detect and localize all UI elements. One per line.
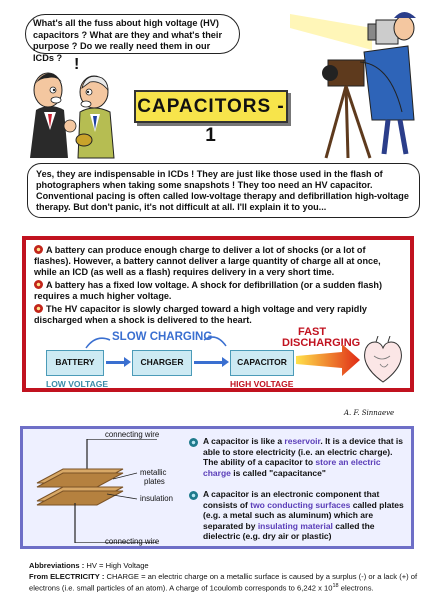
low-voltage-label: LOW VOLTAGE xyxy=(46,379,109,389)
charger-box: CHARGER xyxy=(132,350,192,376)
flower-bullet-icon xyxy=(189,491,198,500)
capacitor-plates-diagram xyxy=(29,439,169,543)
answer-speech-bubble xyxy=(27,163,420,218)
plates-label-line2: plates xyxy=(144,477,165,486)
flower-bullet-icon xyxy=(189,438,198,447)
slow-charging-label: SLOW CHARGING xyxy=(112,331,213,343)
capacitor-box: CAPACITOR xyxy=(230,350,294,376)
fact-item: A battery can produce enough charge to deliver a lot of shocks (or a lot of flashes). However, a battery cannot deliver a large quantity of charge all at once, while an ICD (as well as a flash) requires delivery in a very short time. xyxy=(34,245,381,277)
cartoon-photographer-illustration xyxy=(290,2,425,160)
answer-text: Yes, they are indispensable in ICDs ! They are just like those used in the flash of photographers when taking some snapshots ! They too need an HV capacitor. Conventional pacing is often called low-voltage therapy and defibrillation high-voltage therapy. But don't panic, it's not difficult at all. I'll explain it to you... xyxy=(36,169,409,212)
question-speech-bubble xyxy=(25,14,240,63)
heart-icon xyxy=(360,336,406,384)
capacitor-explanation-panel xyxy=(20,426,414,549)
capacitor-definition-2: A capacitor is an electronic component that consists of two conducting surfaces called plates (e.g. a metal such as aluminum) which are separated by insulating material called the dielectric (e.g. dry air or plastic) xyxy=(203,489,404,541)
cartoon-two-men-illustration xyxy=(10,50,130,160)
fast-discharging-label-2: DISCHARGING xyxy=(282,337,361,349)
fact-item: A battery has a fixed low voltage. A shock for defibrillation (or a sudden flash) requires a much higher voltage. xyxy=(34,280,383,301)
wire-top-label: connecting wire xyxy=(105,430,160,439)
author-signature: A. F. Sinnaeve xyxy=(344,409,395,417)
capacitor-definition-1: A capacitor is like a reservoir. It is a device that is able to store electricity (i.e. an electric charge). The ability of a capacitor to store an electric charge is called "capacitance" xyxy=(203,436,404,478)
battery-facts-panel xyxy=(22,236,414,392)
page-title: CAPACITORS - 1 xyxy=(134,90,288,123)
charging-flow-arrows xyxy=(26,240,410,390)
question-text: What's all the fuss about high voltage (HV) capacitors ? What are they and what's their purpose ? Do we really need them in our ICDs ? xyxy=(33,18,223,63)
exclamation-mark: ! xyxy=(74,56,80,73)
high-voltage-label: HIGH VOLTAGE xyxy=(230,379,294,389)
plates-label-line1: metallic xyxy=(140,468,167,477)
wire-bottom-label: connecting wire xyxy=(105,537,160,546)
fast-discharging-label-1: FAST xyxy=(298,326,327,338)
abbreviations-note: Abbreviations : HV = High Voltage xyxy=(29,561,149,570)
electricity-note: From ELECTRICITY : CHARGE = an electric charge on a metallic surface is caused by a surplus (-) or a lack (+) of electrons (i.e. small particles of an atom). A charge of 1coulomb corresponds to 6,242 x $10^{18}$ electrons. xyxy=(29,572,418,593)
battery-box: BATTERY xyxy=(46,350,104,376)
fact-item: The HV capacitor is slowly charged toward a high voltage and very rapidly discharged when a shock is delivered to the heart. xyxy=(34,304,367,325)
insulation-label: insulation xyxy=(140,494,173,503)
